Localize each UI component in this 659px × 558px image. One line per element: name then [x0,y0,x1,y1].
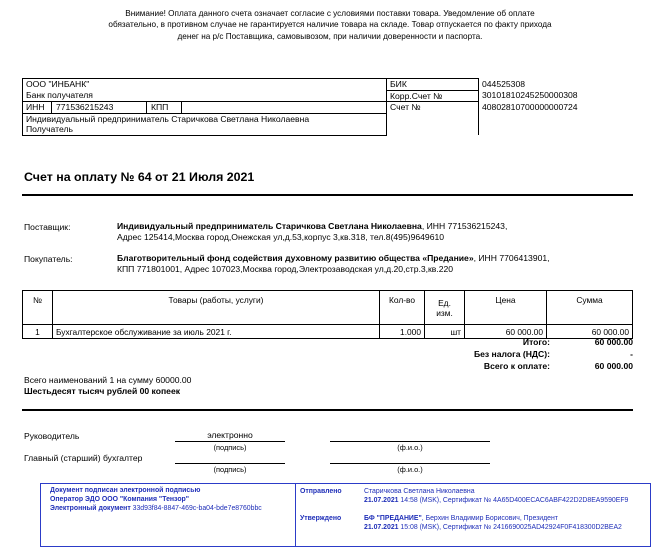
head-signature-line [175,441,285,442]
stamp-sent-label: Отправлено [300,488,342,495]
vat-value: - [630,349,633,359]
cell-num: 1 [23,325,53,339]
supplier-inn: , ИНН 771536215243, [421,221,508,231]
account-label: Счет № [387,102,479,136]
amount-in-words: Шестьдесят тысяч рублей 00 копеек [24,386,181,396]
vat-label: Без налога (НДС): [473,349,550,359]
buyer-details [117,253,637,276]
stamp-operator-info [50,487,262,513]
stamp-approved-by: БФ "ПРЕДАНИЕ", Берхин Владимир Борисович, Президент [364,515,558,522]
pay-value: 60 000.00 [594,361,633,371]
total-row [380,336,633,348]
goods-table [22,290,633,339]
account-value: 40802810700000000724 [479,102,634,136]
accountant-name-line [330,463,490,464]
cell-price: 60 000.00 [465,325,547,339]
pay-label: Всего к оплате: [483,361,550,371]
payment-notice [60,8,600,42]
kpp-value [182,102,386,113]
items-count-line: Всего наименований 1 на сумму 60000.00 [24,375,192,385]
stamp-doc-id: 33d93f84-8847-469c-ba04-bde7e8760bbc [132,504,262,512]
corr-account-label: Корр.Счет № [387,90,479,102]
notice-line: Внимание! Оплата данного счета означает согласие с условиями поставки товара. Уведомление об оплате [125,9,535,18]
bik-label: БИК [387,79,479,91]
buyer-address: КПП 771801001, Адрес 107023,Москва город,Электрозаводская ул,д.20,стр.3,кв.220 [117,264,454,275]
accountant-signature-caption: (подпись) [213,465,247,474]
head-signature-caption: (подпись) [213,443,247,452]
cell-qty: 1.000 [380,325,425,339]
total-label: Итого: [522,337,550,347]
supplier-name: Индивидуальный предприниматель Старичкова Светлана Николаевна [117,221,422,231]
pay-row [380,360,633,372]
inn-value: 771536215243 [52,102,147,113]
col-header-num: № [23,291,53,325]
recipient-name: Индивидуальный предприниматель Старичкова Светлана Николаевна [23,113,387,124]
kpp-label: КПП [147,102,182,113]
bank-details-table [22,78,633,136]
recipient-label: Получатель [23,124,387,135]
notice-line: обязательно, в противном случае не гарантируется наличие товара на складе. Товар отпускается по факту прихода [108,20,552,30]
stamp-sent-details: 21.07.2021 14:58 (MSK), Сертификат № 4A65D400ECAC6ABF422D2D8EA9590EF9 [364,497,629,504]
cell-unit: шт [425,325,465,339]
invoice-title: Счет на оплату № 64 от 21 Июля 2021 [24,170,255,184]
col-header-unit: Ед. изм. [425,291,465,325]
head-signature-value: электронно [207,430,253,440]
supplier-label: Поставщик: [24,222,71,232]
head-name-caption: (ф.и.о.) [397,443,423,452]
total-value: 60 000.00 [594,337,633,347]
title-divider [22,194,633,196]
col-header-qty: Кол-во [380,291,425,325]
stamp-operator-text: Оператор ЭДО ООО "Компания "Тензор" [50,495,189,503]
head-label: Руководитель [24,431,80,441]
cell-sum: 60 000.00 [547,325,633,339]
buyer-inn: , ИНН 7706413901, [473,253,550,263]
summary-divider [22,409,633,411]
receiver-bank-label: Банк получателя [23,90,387,102]
corr-account-value: 30101810245250000308 [479,90,634,102]
accountant-name-caption: (ф.и.о.) [397,465,423,474]
stamp-divider [295,484,296,546]
col-header-sum: Сумма [547,291,633,325]
head-name-line [330,441,490,442]
stamp-approved-details: 21.07.2021 15:08 (MSK), Сертификат № 2416690025AD42924F0F418300D2BEA2 [364,524,622,531]
totals-block [380,336,633,372]
stamp-signed-text: Документ подписан электронной подписью [50,487,201,494]
notice-line: денег на р/с Поставщика, самовывозом, при наличии доверенности и паспорта. [177,31,483,41]
bank-name: ООО "ИНБАНК" [23,79,387,91]
buyer-label: Покупатель: [24,254,73,264]
stamp-sent-name: Старичкова Светлана Николаевна [364,488,475,495]
inn-kpp-row [23,102,387,114]
stamp-approved-label: Утверждено [300,515,342,522]
stamp-doc-label: Электронный документ [50,504,131,512]
e-signature-stamp [40,483,651,547]
supplier-address: Адрес 125414,Москва город,Онежская ул,д.53,корпус 3,кв.318, тел.8(495)9649610 [117,232,445,243]
supplier-details [117,221,637,244]
vat-row [380,348,633,360]
col-header-price: Цена [465,291,547,325]
cell-name: Бухгалтерское обслуживание за июль 2021 г. [53,325,380,339]
bik-value: 044525308 [479,79,634,91]
buyer-name: Благотворительный фонд содействия духовному развитию общества «Предание» [117,253,474,263]
col-header-name: Товары (работы, услуги) [53,291,380,325]
accountant-signature-line [175,463,285,464]
goods-header-row [23,291,633,325]
accountant-label: Главный (старший) бухгалтер [24,453,143,463]
inn-label: ИНН [23,102,52,113]
